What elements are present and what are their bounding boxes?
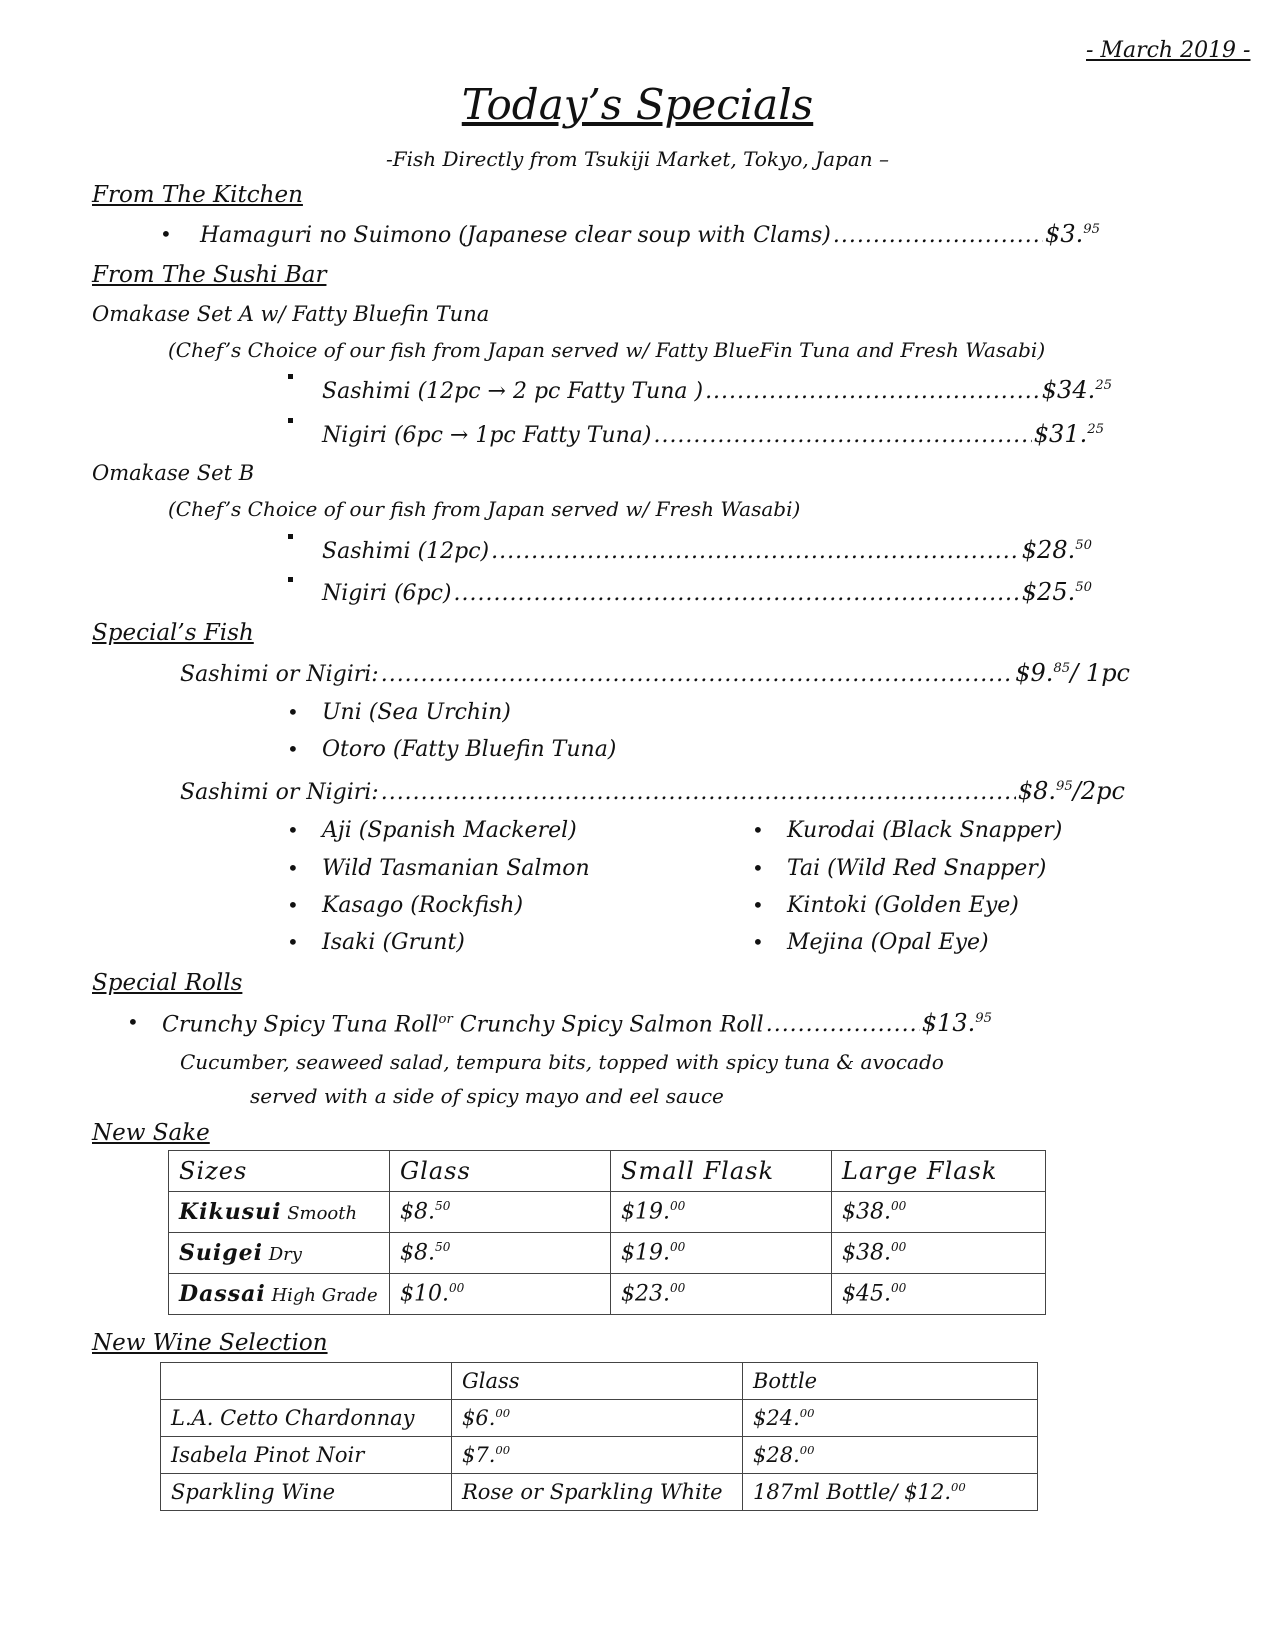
- fish-item: Kurodai (Black Snapper): [787, 818, 1063, 843]
- bullet-icon: •: [160, 222, 172, 246]
- set-b-note: (Chef’s Choice of our fish from Japan served w/ Fresh Wasabi): [168, 497, 801, 521]
- fish-item: Isaki (Grunt): [322, 930, 465, 955]
- set-b-title: Omakase Set B: [92, 461, 255, 485]
- table-row: Suigei Dry $8.50 $19.00 $38.00: [169, 1233, 1046, 1274]
- item-price: $31.25: [1033, 420, 1104, 448]
- table-header-row: Sizes Glass Small Flask Large Flask: [169, 1151, 1046, 1192]
- fish-item: Kasago (Rockfish): [322, 893, 524, 918]
- table-row: Sparkling Wine Rose or Sparkling White 187ml Bottle/ $12.00: [161, 1474, 1038, 1511]
- roll-description-2: served with a side of spicy mayo and eel sauce: [250, 1084, 724, 1108]
- bullet-icon: •: [287, 930, 299, 954]
- menu-item-set-b-nigiri: Nigiri (6pc) ..... $25.50: [322, 578, 1092, 606]
- table-row: Dassai High Grade $10.00 $23.00 $45.00: [169, 1274, 1046, 1315]
- menu-item-clam-soup: Hamaguri no Suimono (Japanese clear soup with Clams) ..... $3.95: [200, 220, 1100, 248]
- item-price: $34.25: [1041, 376, 1112, 404]
- fish-group-1-price: Sashimi or Nigiri: ..... $9.85/ 1pc: [180, 659, 1130, 687]
- sushi-bar-heading: From The Sushi Bar: [92, 262, 327, 288]
- menu-item-set-a-nigiri: Nigiri (6pc → 1pc Fatty Tuna) ..... $31.25: [322, 420, 1104, 448]
- fish-group-2-price: Sashimi or Nigiri: ..... $8.95/2pc: [180, 777, 1125, 805]
- bullet-icon: •: [287, 856, 299, 880]
- fish-item: Otoro (Fatty Bluefin Tuna): [322, 737, 617, 762]
- bullet-icon: •: [287, 893, 299, 917]
- item-price: $3.95: [1045, 220, 1100, 248]
- page-title: Today’s Specials: [461, 80, 814, 129]
- date-label: - March 2019 -: [1086, 38, 1251, 63]
- fish-item: Mejina (Opal Eye): [787, 930, 989, 955]
- wine-heading: New Wine Selection: [92, 1330, 328, 1356]
- fish-item: Kintoki (Golden Eye): [787, 893, 1019, 918]
- sake-table: [168, 1150, 1046, 1315]
- item-price: $25.50: [1021, 578, 1092, 606]
- fish-item: Wild Tasmanian Salmon: [322, 856, 590, 881]
- item-price: $9.85/ 1pc: [1015, 659, 1130, 687]
- set-a-note: (Chef’s Choice of our fish from Japan served w/ Fatty BlueFin Tuna and Fresh Wasabi): [168, 338, 1046, 362]
- bullet-icon: •: [752, 893, 764, 917]
- fish-item: Aji (Spanish Mackerel): [322, 818, 577, 843]
- set-a-title: Omakase Set A w/ Fatty Bluefin Tuna: [92, 302, 490, 326]
- bullet-icon: •: [287, 818, 299, 842]
- menu-item-set-b-sashimi: Sashimi (12pc) ..... $28.50: [322, 536, 1092, 564]
- item-price: $28.50: [1021, 536, 1092, 564]
- special-rolls-heading: Special Rolls: [92, 970, 243, 996]
- bullet-icon: •: [752, 930, 764, 954]
- page-subtitle: -Fish Directly from Tsukiji Market, Tokyo, Japan –: [385, 147, 890, 171]
- specials-fish-heading: Special’s Fish: [92, 620, 254, 646]
- table-row: Kikusui Smooth $8.50 $19.00 $38.00: [169, 1192, 1046, 1233]
- bullet-icon: •: [752, 818, 764, 842]
- sake-heading: New Sake: [92, 1120, 210, 1146]
- table-row: L.A. Cetto Chardonnay $6.00 $24.00: [161, 1400, 1038, 1437]
- bullet-icon: •: [752, 856, 764, 880]
- square-bullet-icon: [288, 534, 293, 539]
- bullet-icon: •: [287, 737, 299, 761]
- kitchen-heading: From The Kitchen: [92, 182, 303, 208]
- table-header-row: Glass Bottle: [161, 1363, 1038, 1400]
- bullet-icon: •: [287, 700, 299, 724]
- roll-description: Cucumber, seaweed salad, tempura bits, topped with spicy tuna & avocado: [180, 1050, 944, 1074]
- square-bullet-icon: [288, 418, 293, 423]
- item-price: $13.95: [921, 1009, 992, 1037]
- fish-item: Uni (Sea Urchin): [322, 700, 511, 725]
- fish-item: Tai (Wild Red Snapper): [787, 856, 1047, 881]
- menu-item-special-roll: Crunchy Spicy Tuna Roll$^{or}$ Crunchy Spicy Salmon Roll ..... $13.95: [162, 1009, 992, 1037]
- menu-item-set-a-sashimi: Sashimi (12pc → 2 pc Fatty Tuna ) ..... $34.25: [322, 376, 1112, 404]
- wine-table: [160, 1362, 1038, 1511]
- bullet-icon: •: [127, 1010, 139, 1034]
- item-price: $8.95/2pc: [1017, 777, 1125, 805]
- table-row: Isabela Pinot Noir $7.00 $28.00: [161, 1437, 1038, 1474]
- square-bullet-icon: [288, 577, 293, 582]
- square-bullet-icon: [288, 374, 293, 379]
